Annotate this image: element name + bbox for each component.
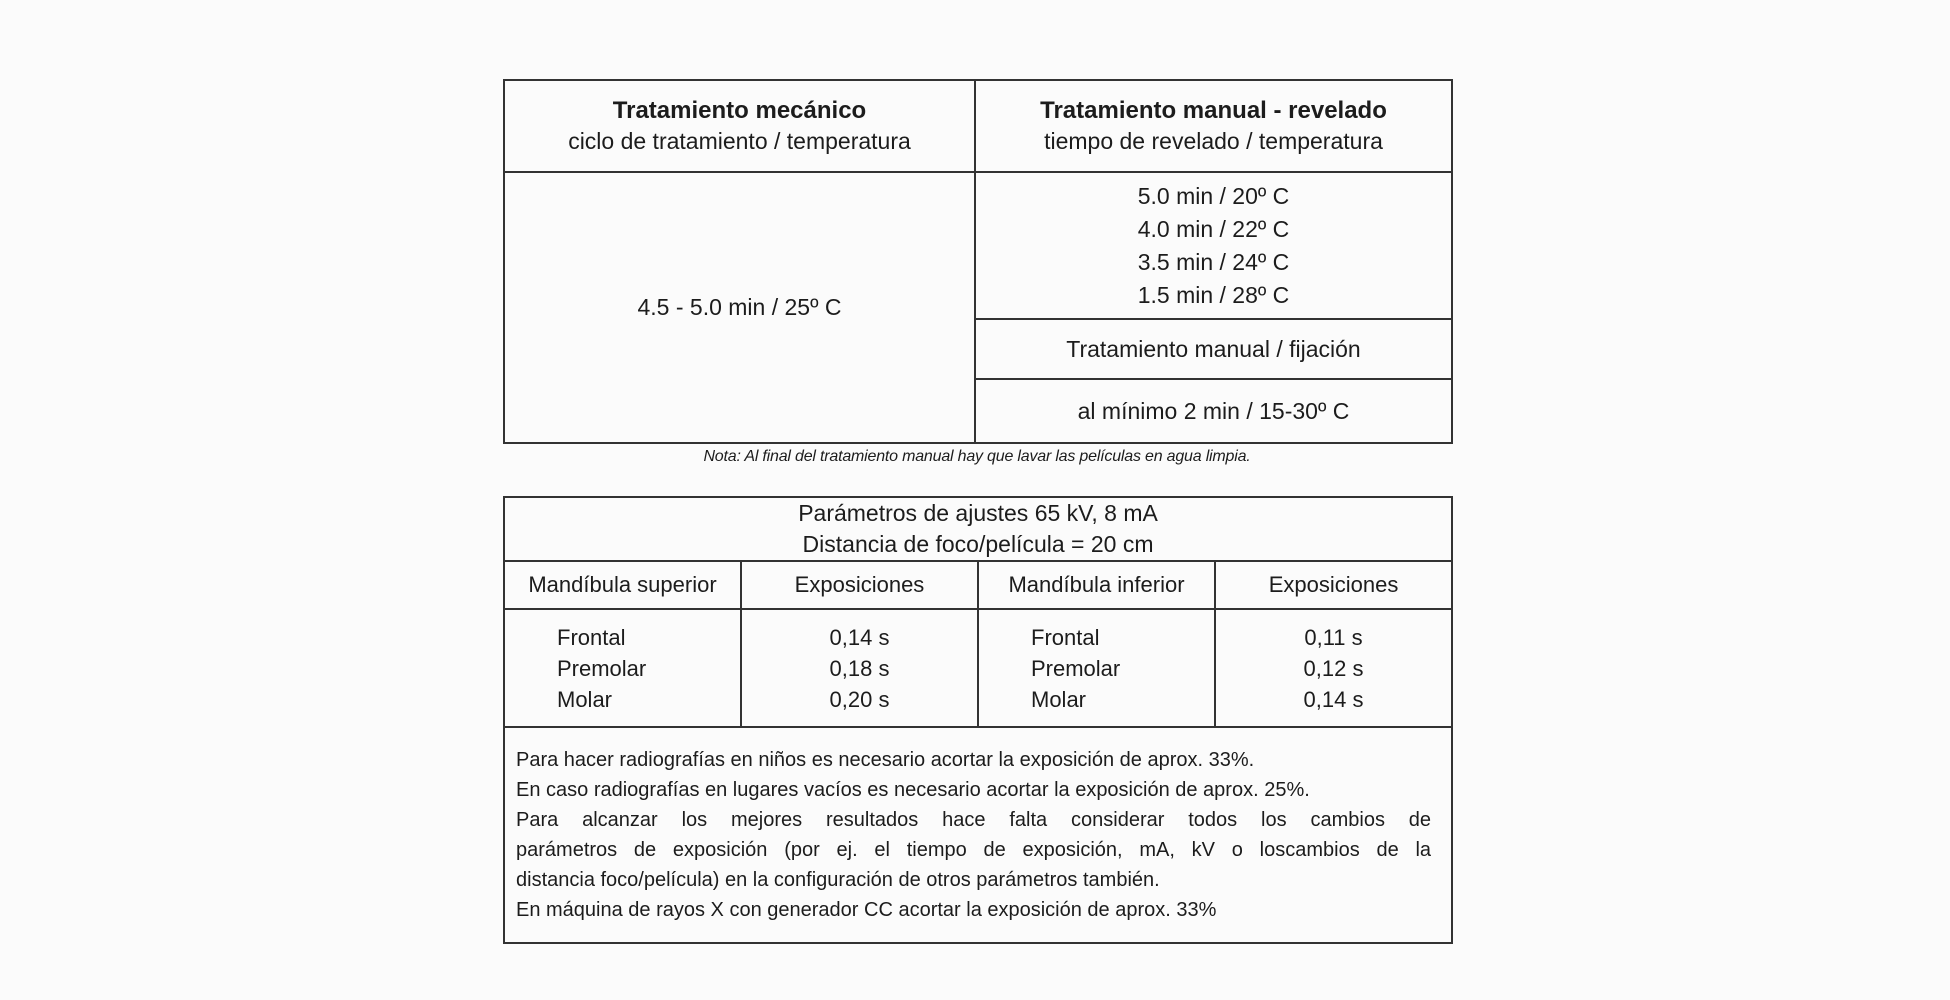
processing-note: Nota: Al final del tratamiento manual hay que lavar las películas en agua limpia. <box>703 448 1251 465</box>
upper-teeth-cell <box>504 609 741 727</box>
upper-exposures-cell <box>741 609 978 727</box>
tooth-type: Molar <box>557 686 613 712</box>
lower-exposures-cell <box>1215 609 1452 727</box>
note-line: distancia foco/película) en la configuración de otros parámetros también. <box>516 869 1160 891</box>
note-line: parámetros de exposición (por ej. el tiempo de exposición, mA, kV o loscambios de la <box>516 839 1432 861</box>
development-time: 4.0 min / 22º C <box>1137 215 1290 242</box>
note-line: Para hacer radiografías en niños es necesario acortar la exposición de aprox. 33%. <box>516 749 1255 771</box>
fixing-value: al mínimo 2 min / 15-30º C <box>975 379 1452 443</box>
note-line: En máquina de rayos X con generador CC acortar la exposición de aprox. 33% <box>516 899 1217 921</box>
exposure-value: 0,20 s <box>829 686 890 712</box>
note-line: En caso radiografías en lugares vacíos es necesario acortar la exposición de aprox. 25%. <box>516 779 1310 801</box>
mechanical-header <box>504 80 975 172</box>
development-time: 1.5 min / 28º C <box>1137 281 1290 308</box>
exposure-table-title <box>504 497 1452 561</box>
mechanical-title: Tratamiento mecánico <box>612 97 867 124</box>
manual-header <box>975 80 1452 172</box>
mechanical-subtitle: ciclo de tratamiento / temperatura <box>568 128 911 154</box>
exposure-notes <box>504 727 1452 943</box>
tooth-type: Premolar <box>557 655 647 681</box>
exposure-table <box>503 496 1453 944</box>
exposure-value: 0,11 s <box>1304 624 1363 650</box>
development-times-cell <box>975 172 1452 319</box>
note-line: Para alcanzar los mejores resultados hace falta considerar todos los cambios de <box>516 809 1432 831</box>
column-header-upper-jaw: Mandíbula superior <box>504 561 741 609</box>
fixing-title: Tratamiento manual / fijación <box>975 319 1452 379</box>
exposure-value: 0,12 s <box>1303 655 1364 681</box>
tooth-type: Frontal <box>557 624 626 650</box>
focus-distance-line: Distancia de foco/película = 20 cm <box>802 531 1154 557</box>
tooth-type: Molar <box>1031 686 1087 712</box>
mechanical-value: 4.5 - 5.0 min / 25º C <box>637 294 842 320</box>
column-header-lower-jaw: Mandíbula inferior <box>978 561 1215 609</box>
mechanical-value-cell <box>504 172 975 443</box>
exposure-value: 0,14 s <box>1303 686 1364 712</box>
tooth-type: Premolar <box>1031 655 1121 681</box>
manual-subtitle: tiempo de revelado / temperatura <box>1044 128 1383 154</box>
exposure-settings-line: Parámetros de ajustes 65 kV, 8 mA <box>798 500 1158 526</box>
exposure-value: 0,14 s <box>829 624 890 650</box>
column-header-lower-exposures: Exposiciones <box>1215 561 1452 609</box>
development-time: 5.0 min / 20º C <box>1137 182 1290 209</box>
manual-title: Tratamiento manual - revelado <box>1040 97 1387 124</box>
tooth-type: Frontal <box>1031 624 1100 650</box>
development-time: 3.5 min / 24º C <box>1137 248 1290 275</box>
column-header-upper-exposures: Exposiciones <box>741 561 978 609</box>
lower-teeth-cell <box>978 609 1215 727</box>
exposure-value: 0,18 s <box>829 655 890 681</box>
processing-table <box>503 79 1453 444</box>
